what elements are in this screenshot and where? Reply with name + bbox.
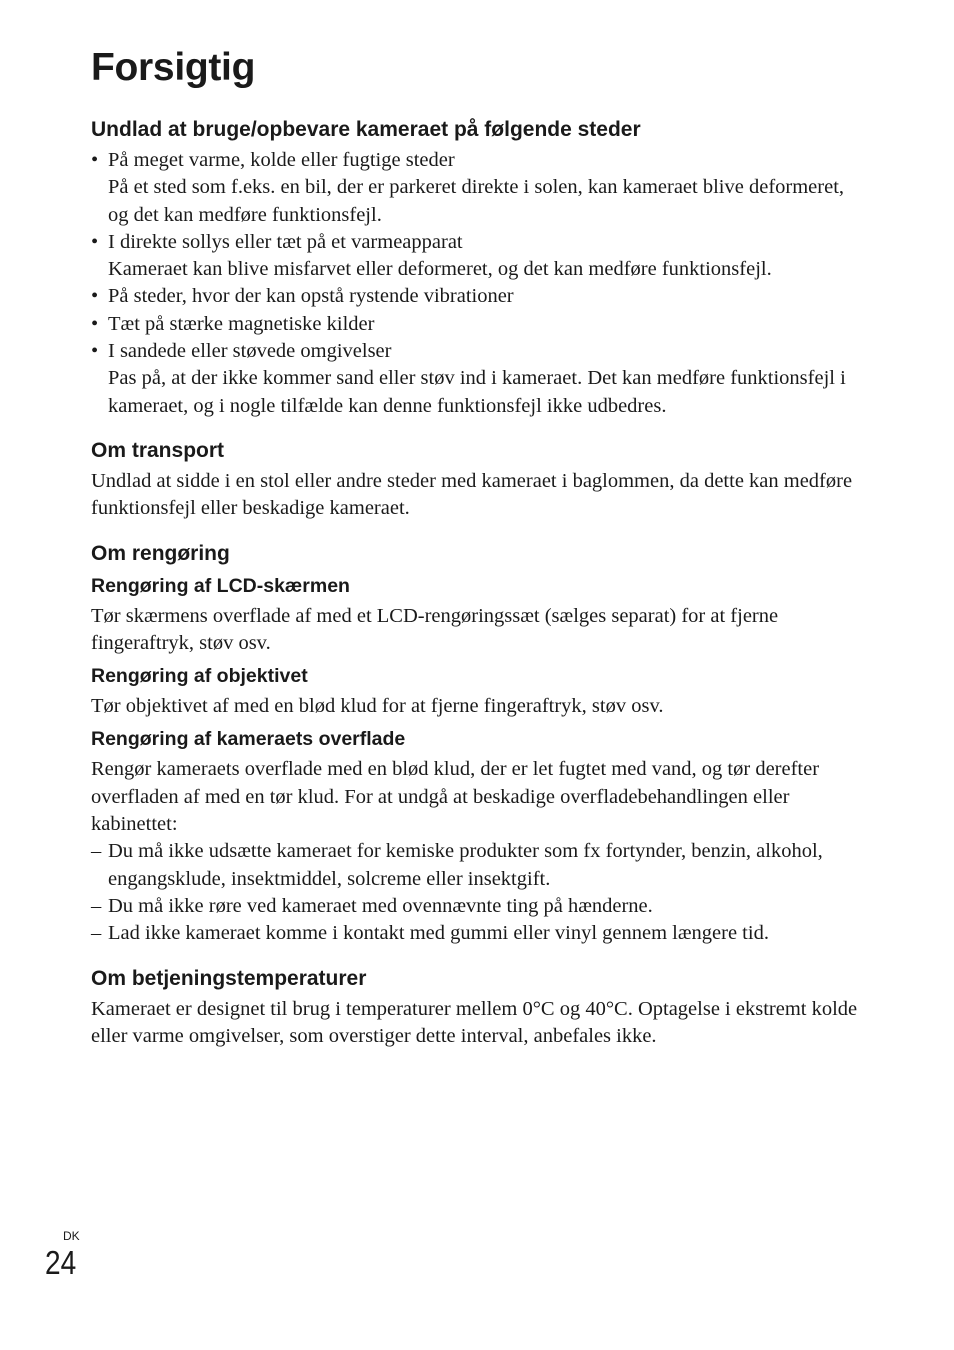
section-heading-cleaning: Om rengøring <box>91 541 230 565</box>
surface-text: Rengør kameraets overflade med en blød klud, der er let fugtet med vand, og tør derefter overfladen af med en tør klud. For at undgå at beskadige overfladebehandlingen eller kabinettet: <box>91 758 820 836</box>
list-item-text: På meget varme, kolde eller fugtige steder <box>108 149 455 171</box>
list-item-text: Tæt på stærke magnetiske kilder <box>108 312 375 335</box>
list-item-text: Lad ikke kameraet komme i kontakt med gummi eller vinyl gennem længere tid. <box>108 922 769 945</box>
list-item <box>91 311 861 338</box>
language-code: DK <box>63 1229 80 1243</box>
list-item <box>91 338 861 420</box>
dash-marker: – <box>91 894 102 917</box>
list-item-desc: På et sted som f.eks. en bil, der er parkeret direkte i solen, kan kameraet blive deformeret, og det kan medføre funktionsfejl. <box>108 176 845 226</box>
places-list <box>91 147 861 420</box>
list-item-text: Du må ikke røre ved kameraet med ovennævnte ting på hænderne. <box>108 894 653 917</box>
list-item-text: I sandede eller støvede omgivelser <box>108 340 392 363</box>
lcd-text: Tør skærmens overflade af med et LCD-rengøringssæt (sælges separat) for at fjerne fingeraftryk, støv osv. <box>91 604 779 654</box>
list-item <box>91 893 861 920</box>
bullet-marker: • <box>91 149 99 171</box>
subsection-lens <box>91 664 861 720</box>
surface-list <box>91 838 861 947</box>
list-item <box>91 229 861 284</box>
transport-text: Undlad at sidde i en stol eller andre steder med kameraet i baglommen, da dette kan medføre funktionsfejl eller beskadige kameraet. <box>91 469 853 520</box>
list-item <box>91 283 861 310</box>
subsection-lcd <box>91 574 861 658</box>
list-item-desc: Kameraet kan blive misfarvet eller deformeret, og det kan medføre funktionsfejl. <box>108 258 772 281</box>
section-heading-temperature: Om betjeningstemperaturer <box>91 966 367 990</box>
section-places <box>91 117 861 420</box>
page-content <box>91 44 861 1068</box>
list-item-text: I direkte sollys eller tæt på et varmeapparat <box>108 230 463 253</box>
list-item-text: På steder, hvor der kan opstå rystende vibrationer <box>108 285 514 308</box>
page-number: 24 <box>45 1244 77 1281</box>
section-heading-places: Undlad at bruge/opbevare kameraet på følgende steder <box>91 118 641 141</box>
sub-heading-lcd: Rengøring af LCD-skærmen <box>91 574 350 597</box>
dash-marker: – <box>91 922 102 945</box>
list-item-desc: Pas på, at der ikke kommer sand eller støv ind i kameraet. Det kan medføre funktionsfejl i kameraet, og i nogle tilfælde kan denne funktionsfejl ikke udbedres. <box>108 367 846 417</box>
page-title: Forsigtig <box>91 46 256 89</box>
lens-text: Tør objektivet af med en blød klud for at fjerne fingeraftryk, støv osv. <box>91 695 664 718</box>
subsection-surface <box>91 727 861 947</box>
list-item <box>91 838 861 893</box>
list-item <box>91 147 861 229</box>
sub-heading-lens: Rengøring af objektivet <box>91 665 308 688</box>
section-temperature <box>91 966 861 1051</box>
bullet-marker: • <box>91 230 99 253</box>
bullet-marker: • <box>91 285 99 308</box>
section-transport <box>91 438 861 523</box>
section-cleaning <box>91 541 861 948</box>
temperature-text: Kameraet er designet til brug i temperaturer mellem 0°C og 40°C. Optagelse i ekstremt kolde eller varme omgivelser, som overstiger dette interval, anbefales ikke. <box>91 997 858 1047</box>
list-item <box>91 920 861 947</box>
sub-heading-surface: Rengøring af kameraets overflade <box>91 728 406 751</box>
bullet-marker: • <box>91 340 99 363</box>
bullet-marker: • <box>91 312 99 335</box>
dash-marker: – <box>91 840 102 863</box>
list-item-text: Du må ikke udsætte kameraet for kemiske produkter som fx fortynder, benzin, alkohol, engangsklude, insektmiddel, solcreme eller insektgift. <box>108 840 823 890</box>
section-heading-transport: Om transport <box>91 438 225 462</box>
